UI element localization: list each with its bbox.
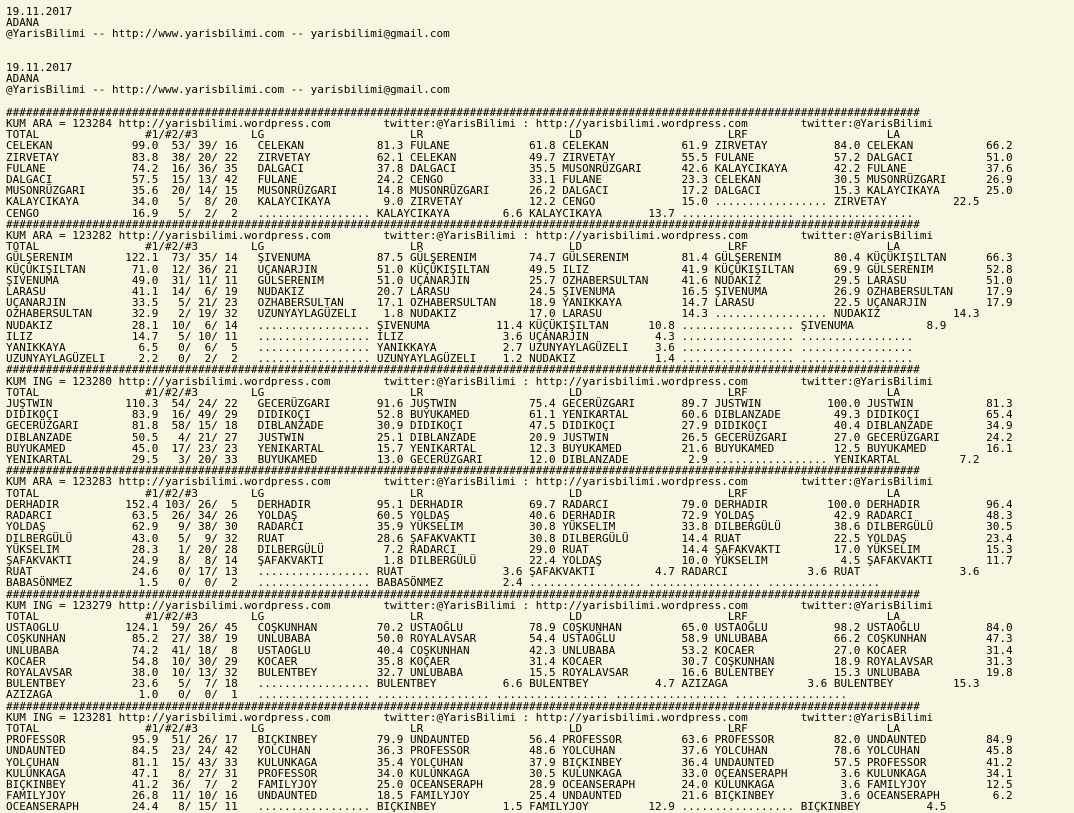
column-headers: TOTAL #1/#2/#3 LG LR LD LRF LA — [6, 486, 901, 500]
horse-row: GECERÜZGARI 81.8 58/ 15/ 18 DIBLANZADE 30.9 DIDIKOÇI 47.5 DIDIKOÇI 27.9 DIDIKOÇI 40.4 DIBLANZADE 34.9 — [6, 419, 1013, 433]
horse-row: USTAOGLU 124.1 59/ 26/ 45 COŞKUNHAN 70.2 USTAOĞLU 78.9 COŞKUNHAN 65.0 USTAOĞLU 98.2 USTAOĞLU 84.0 — [6, 621, 1013, 635]
horse-row: JUŞTWIN 110.3 54/ 24/ 22 GECERÜZGARI 91.6 JUŞTWIN 75.4 GECERÜZGARI 89.7 JUSTWIN 100.0 JUSTWIN 81.3 — [6, 397, 1013, 411]
race-title: KUM ARA = 123284 http://yarisbilimi.wordpress.com twitter:@YarisBilimi : http://yarisbilimi.wordpress.com twitter:@YarisBilimi — [6, 116, 934, 130]
horse-row: UNDAUNTED 84.5 23/ 24/ 42 YOLCUHAN 36.3 PROFESSOR 48.6 YOLCUHAN 37.6 YOLCUHAN 78.6 YOLCUHAN 45.8 — [6, 744, 1013, 758]
horse-row: BABASÖNMEZ 1.5 0/ 0/ 2 ................. BABASÖNMEZ 2.4 ................. ................. ................. — [6, 576, 881, 590]
horse-row: DILBERGÜLÜ 43.0 5/ 9/ 32 RUAT 28.6 ŞAFAKVAKTI 30.8 DILBERGÜLÜ 14.4 RUAT 22.5 YOLDAŞ 23.4 — [6, 531, 1013, 545]
horse-row: YÜKSELIM 28.3 1/ 20/ 28 DILBERGÜLÜ 7.2 RADARCI 29.0 RUAT 14.4 ŞAFAKVAKTI 17.0 YÜKSELIM 15.3 — [6, 542, 1013, 556]
horse-row: DIDIKOÇI 83.9 16/ 49/ 29 DIDIKOÇI 52.8 BUYUKAMED 61.1 YENIKARTAL 60.6 DIBLANZADE 49.3 DIDIKOÇI 65.4 — [6, 408, 1013, 422]
header-date-1: 19.11.2017 — [6, 5, 73, 18]
horse-row: OCEANSERAPH 24.4 8/ 15/ 11 ................. BIÇKINBEY 1.5 FAMILYJOY 12.9 ................. BIÇKINBEY 4.5 — [6, 800, 947, 813]
horse-row: BULENTBEY 23.6 5/ 7/ 18 ................. BULENTBEY 6.6 BULENTBEY 4.7 AZIZAGA 3.6 BULENTBEY 15.3 — [6, 677, 980, 691]
horse-row: KÜÇÜKIŞILTAN 71.0 12/ 36/ 21 UÇANARJIN 51.0 KÜÇÜKIŞILTAN 49.5 ILIZ 41.9 KÜÇÜKIŞILTAN 69.9 GÜLSERENIM 52.8 — [6, 262, 1013, 276]
column-headers: TOTAL #1/#2/#3 LG LR LD LRF LA — [6, 128, 901, 142]
horse-row: YANIKKAYA 6.5 0/ 6/ 5 ................. YANIKKAYA 2.7 UZUNYAYLAGÜZELI 3.6 ................. ................. — [6, 341, 914, 355]
horse-row: ROYALAVSAR 38.0 10/ 13/ 32 BULENTBEY 32.7 UNLUBABA 15.5 ROYALAVSAR 16.6 BULENTBEY 15.3 UNLUBABA 19.8 — [6, 665, 1013, 679]
header-city-1: ADANA — [6, 16, 40, 30]
horse-row: KULUNKAGA 47.1 8/ 27/ 31 PROFESSOR 34.0 KULUNKAGA 30.5 KULUNKAGA 33.0 OÇEANSERAPH 3.6 KULUNKAGA 34.1 — [6, 766, 1013, 780]
horse-row: ŞAFAKVAKTI 24.9 8/ 8/ 14 ŞAFAKVAKTI 1.8 DILBERGÜLÜ 22.4 YOLDAŞ 10.0 YÜKSELIM 4.5 ŞAFAKVAKTI 11.7 — [6, 553, 1013, 567]
horse-row: RUAT 24.6 0/ 17/ 13 ................. RUAT 3.6 ŞAFAKVAKTI 4.7 RADARCI 3.6 RUAT 3.6 — [6, 565, 980, 579]
horse-row: DALGACI 57.5 15/ 13/ 42 FULANE 24.2 CENGO 33.1 FULANE 23.3 CELEKAN 30.5 MUSONRÜZGARI 26.9 — [6, 173, 1013, 186]
column-headers: TOTAL #1/#2/#3 LG LR LD LRF LA — [6, 385, 901, 399]
horse-row: UZUNYAYLAGÜZELI 2.2 0/ 2/ 2 ................. UZUNYAYLAGÜZELI 1.2 NUDAKIZ 1.4 ................. ................. — [6, 352, 914, 366]
horse-row: BUYUKAMED 45.0 17/ 23/ 23 YENIKARTAL 15.7 YENIKARTAL 12.3 BUYUKAMED 21.6 BUYUKAMED 12.5 BUYUKAMED 16.1 — [6, 441, 1013, 455]
horse-row: ZIRVETAY 83.8 38/ 20/ 22 ZIRVETAY 62.1 CELEKAN 49.7 ZIRVETAY 55.5 FULANE 57.2 DALGACI 51.0 — [6, 150, 1013, 164]
race-title: KUM ARA = 123283 http://yarisbilimi.wordpress.com twitter:@YarisBilimi : http://yarisbilimi.wordpress.com twitter:@YarisBilimi — [6, 475, 934, 489]
horse-row: DERHADIR 152.4 103/ 26/ 5 DERHADIR 95.1 DERHADIR 69.7 RADARCI 79.0 DERHADIR 100.0 DERHADIR 96.4 — [6, 497, 1013, 511]
horse-row: DIBLANZADE 50.5 4/ 21/ 27 JUSTWIN 25.1 DIBLANZADE 20.9 JUSTWIN 26.5 GECERÜZGARI 27.0 GECERÜZGARI 24.2 — [6, 430, 1013, 444]
race-title: KUM ING = 123279 http://yarisbilimi.wordpress.com twitter:@YarisBilimi : http://yarisbilimi.wordpress.com twitter:@YarisBilimi — [6, 598, 934, 612]
section-separator: ########################################################################################################################################## — [6, 105, 920, 119]
section-separator: ########################################################################################################################################## — [6, 587, 920, 601]
horse-row: NUDAKIZ 28.1 10/ 6/ 14 ................. ŞIVENUMA 11.4 KÜÇÜKIŞILTAN 10.8 ................. ŞIVENUMA 8.9 — [6, 318, 947, 332]
horse-row: BIÇKINBEY 41.2 36/ 7/ 2 FAMILYJOY 25.0 OCEANSERAPH 28.9 OCEANSERAPH 24.0 KULUNKAGA 3.6 FAMILYJOY 12.5 — [6, 777, 1013, 791]
spacer-2 — [6, 51, 1070, 62]
horse-row: GÜLŞERENIM 122.1 73/ 35/ 14 ŞIVENUMA 87.5 GÜLŞERENIM 74.7 GÜLSERENIM 81.4 GÜLŞERENIM 80.4 KÜÇÜKIŞILTAN 66.3 — [6, 251, 1013, 265]
horse-row: YENIKARTAL 29.5 3/ 20/ 33 BUYUKAMED 13.0 GECERÜZGARI 12.0 DIBLANZADE 2.9 ................. YENIKARTAL 7.2 — [6, 453, 980, 467]
column-headers: TOTAL #1/#2/#3 LG LR LD LRF LA — [6, 609, 901, 623]
section-separator: ########################################################################################################################################## — [6, 217, 920, 231]
horse-row: YOLÇUHAN 81.1 15/ 43/ 33 KULUNKAGA 35.4 YOLÇUHAN 37.9 BIÇKINBEY 36.4 UNDAUNTED 57.5 PROFESSOR 41.2 — [6, 755, 1013, 769]
race-title: KUM ING = 123280 http://yarisbilimi.wordpress.com twitter:@YarisBilimi : http://yarisbilimi.wordpress.com twitter:@YarisBilimi — [6, 374, 934, 388]
horse-row: LARASU 41.1 14/ 6/ 19 NUDAKIZ 20.7 LARASU 24.5 ŞIVENUMA 16.5 ŞIVENUMA 26.9 OZHABERSULTAN 17.9 — [6, 285, 1013, 299]
horse-row: CENGO 16.9 5/ 2/ 2 ................. KALAYCIKAYA 6.6 KALAYCIKAYA 13.7 ................. ................. — [6, 206, 914, 220]
horse-row: COŞKUNHAN 85.2 27/ 38/ 19 UNLUBABA 50.0 ROYALAVSAR 54.4 USTAOĞLU 58.9 UNLUBABA 66.2 COŞKUNHAN 47.3 — [6, 632, 1013, 646]
spacer-1 — [6, 40, 1070, 51]
horse-row: PROFESSOR 95.9 51/ 26/ 17 BIÇKINBEY 79.9 UNDAUNTED 56.4 PROFESSOR 63.6 PROFESSOR 82.0 UNDAUNTED 84.9 — [6, 733, 1013, 747]
race-report-list — [6, 107, 1070, 813]
horse-row: CELEKAN 99.0 53/ 39/ 16 CELEKAN 81.3 FULANE 61.8 CELEKAN 61.9 ZIRVETAY 84.0 CELEKAN 66.2 — [6, 139, 1013, 153]
horse-row: RADARCI 63.5 26/ 34/ 26 YOLDAŞ 60.5 YOLDAŞ 40.6 DERHADIR 72.9 YOLDAŞ 42.9 RADARCI 48.3 — [6, 509, 1013, 523]
section-separator: ########################################################################################################################################## — [6, 464, 920, 478]
horse-row: KALAYCIKAYA 34.0 5/ 8/ 20 KALAYCIKAYA 9.0 ZIRVETAY 12.2 CENGO 15.0 ................. ZIRVETAY 22.5 — [6, 195, 980, 209]
horse-row: KOCAER 54.8 10/ 30/ 29 KOCAER 35.8 KOÇAER 31.4 KOCAER 30.7 COŞKUNHAN 18.9 ROYALAVSAR 31.3 — [6, 654, 1013, 668]
horse-row: ŞIVENUMA 49.0 31/ 11/ 11 GÜLSERENIM 51.0 UÇANARJIN 25.7 OZHABERSULTAN 41.6 NUDAKIZ 29.5 LARASU 51.0 — [6, 273, 1013, 287]
section-separator: ########################################################################################################################################## — [6, 699, 920, 713]
horse-row: FAMILYJOY 26.8 11/ 10/ 16 UNDAUNTED 18.5 FAMILYJOY 25.4 UNDAUNTED 21.6 BIÇKINBEY 3.6 OCEANSERAPH 6.2 — [6, 789, 1013, 803]
horse-row: AZIZAGA 1.0 0/ 0/ 1 ................. ................. ................. ................. ................. — [6, 688, 848, 702]
header-contact-1: @YarisBilimi -- http://www.yarisbilimi.com -- yarisbilimi@gmail.com — [6, 27, 450, 41]
horse-row: MUSONRÜZGARI 35.6 20/ 14/ 15 MUSONRÜZGARI 14.8 MUSONRÜZGARI 26.2 DALGACI 17.2 DALGACI 15.3 KALAYCIKAYA 25.0 — [6, 184, 1013, 198]
column-headers: TOTAL #1/#2/#3 LG LR LD LRF LA — [6, 721, 901, 735]
horse-row: ILIZ 14.7 5/ 10/ 11 ................. ILIZ 3.6 UÇANARJIN 4.3 ................. ................. — [6, 329, 914, 343]
header-contact-2: @YarisBilimi -- http://www.yarisbilimi.com -- yarisbilimi@gmail.com — [6, 83, 450, 97]
horse-row: OZHABERSULTAN 32.9 2/ 19/ 32 UZUNYAYLAGÜZELI 1.8 NUDAKIZ 17.0 LARASU 14.3 ................. NUDAKIZ 14.3 — [6, 307, 980, 321]
horse-row: UNLUBABA 74.2 41/ 18/ 8 USTAOGLU 40.4 COŞKUNHAN 42.3 UNLUBABA 53.2 KOCAER 27.0 KOCAER 31.4 — [6, 643, 1013, 657]
column-headers: TOTAL #1/#2/#3 LG LR LD LRF LA — [6, 240, 901, 254]
horse-row: UÇANARJIN 33.5 5/ 21/ 23 OZHABERSULTAN 17.1 OZHABERSULTAN 18.9 YANIKKAYA 14.7 LARASU 22.5 UÇANARJIN 17.9 — [6, 296, 1013, 310]
race-title: KUM ING = 123281 http://yarisbilimi.wordpress.com twitter:@YarisBilimi : http://yarisbilimi.wordpress.com twitter:@YarisBilimi — [6, 710, 934, 724]
race-title: KUM ARA = 123282 http://yarisbilimi.wordpress.com twitter:@YarisBilimi : http://yarisbilimi.wordpress.com twitter:@YarisBilimi — [6, 229, 934, 243]
section-separator: ########################################################################################################################################## — [6, 363, 920, 377]
header-date-2: 19.11.2017 — [6, 60, 73, 74]
horse-row: FULANE 74.2 16/ 36/ 35 DALGACI 37.8 DALGACI 35.5 MUSONRÜZGARI 42.6 KALAYCIKAYA 42.2 FULANE 37.6 — [6, 161, 1013, 175]
horse-row: YOLDAŞ 62.9 9/ 38/ 30 RADARCI 35.9 YÜKSELIM 30.8 YÜKSELIM 33.8 DILBERGÜLÜ 38.6 DILBERGÜLÜ 30.5 — [6, 520, 1013, 534]
header-city-2: ADANA — [6, 72, 40, 86]
